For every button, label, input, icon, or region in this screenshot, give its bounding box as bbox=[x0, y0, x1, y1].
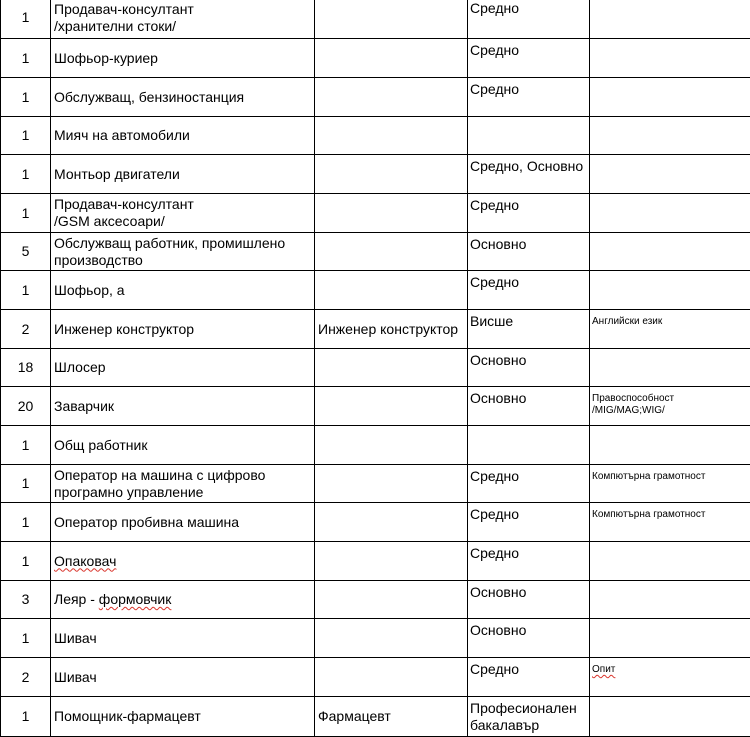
extra-cell bbox=[590, 0, 750, 39]
position-cell bbox=[51, 465, 315, 503]
count-cell: 1 bbox=[1, 503, 51, 542]
count-cell: 1 bbox=[1, 155, 51, 194]
position-cell: Монтьор двигатели bbox=[51, 155, 315, 194]
position-cell: Шивач bbox=[51, 658, 315, 697]
count-cell: 2 bbox=[1, 658, 51, 697]
count-cell: 1 bbox=[1, 426, 51, 465]
count-cell: 1 bbox=[1, 194, 51, 233]
table-row bbox=[1, 155, 750, 194]
table-row bbox=[1, 78, 750, 117]
extra-cell bbox=[590, 117, 750, 155]
education-cell: Висше bbox=[468, 310, 590, 349]
profession-cell bbox=[315, 117, 468, 155]
profession-cell bbox=[315, 619, 468, 658]
profession-cell bbox=[315, 503, 468, 542]
profession-cell bbox=[315, 194, 468, 233]
position-cell bbox=[51, 233, 315, 271]
extra-cell bbox=[590, 78, 750, 117]
position-text: Леяр - формовчик bbox=[54, 591, 171, 607]
position-cell: Инженер конструктор bbox=[51, 310, 315, 349]
table-row bbox=[1, 581, 750, 619]
table-row bbox=[1, 271, 750, 310]
table-row bbox=[1, 503, 750, 542]
extra-cell bbox=[590, 271, 750, 310]
profession-cell bbox=[315, 233, 468, 271]
count-cell: 1 bbox=[1, 619, 51, 658]
table-row bbox=[1, 349, 750, 387]
profession-cell bbox=[315, 581, 468, 619]
position-cell bbox=[51, 194, 315, 233]
education-cell bbox=[468, 697, 590, 737]
position-text: Обслужващ работник, промишлено производство bbox=[54, 235, 314, 269]
extra-cell bbox=[590, 426, 750, 465]
table-row bbox=[1, 697, 750, 737]
count-cell: 1 bbox=[1, 271, 51, 310]
profession-cell bbox=[315, 39, 468, 78]
extra-cell bbox=[590, 349, 750, 387]
education-cell: Средно bbox=[468, 271, 590, 310]
profession-cell bbox=[315, 542, 468, 581]
table-row bbox=[1, 39, 750, 78]
extra-cell bbox=[590, 542, 750, 581]
extra-cell bbox=[590, 387, 750, 426]
education-cell: Средно bbox=[468, 542, 590, 581]
table-row bbox=[1, 117, 750, 155]
table-row bbox=[1, 387, 750, 426]
table-row bbox=[1, 619, 750, 658]
profession-cell bbox=[315, 658, 468, 697]
education-cell: Основно bbox=[468, 387, 590, 426]
profession-cell bbox=[315, 349, 468, 387]
position-cell: Помощник-фармацевт bbox=[51, 697, 315, 737]
position-cell: Обслужващ, бензиностанция bbox=[51, 78, 315, 117]
position-cell: Заварчик bbox=[51, 387, 315, 426]
education-cell: Средно bbox=[468, 78, 590, 117]
extra-text: Правоспособност /MIG/MAG;WIG/ bbox=[592, 393, 750, 417]
extra-cell: Компютърна грамотност bbox=[590, 503, 750, 542]
table-row bbox=[1, 465, 750, 503]
profession-cell: Фармацевт bbox=[315, 697, 468, 737]
position-text: Опаковач bbox=[54, 553, 116, 569]
education-cell: Средно bbox=[468, 658, 590, 697]
position-cell: Шофьор-куриер bbox=[51, 39, 315, 78]
extra-cell: Компютърна грамотност bbox=[590, 465, 750, 503]
education-cell: Средно bbox=[468, 194, 590, 233]
extra-cell bbox=[590, 697, 750, 737]
education-cell: Основно bbox=[468, 349, 590, 387]
count-cell: 1 bbox=[1, 542, 51, 581]
profession-cell bbox=[315, 426, 468, 465]
position-text: Продавач-консултант /хранителни стоки/ bbox=[54, 1, 314, 35]
education-cell: Основно bbox=[468, 233, 590, 271]
table-row bbox=[1, 426, 750, 465]
education-cell bbox=[468, 426, 590, 465]
education-cell: Основно bbox=[468, 581, 590, 619]
profession-cell bbox=[315, 465, 468, 503]
position-cell bbox=[51, 0, 315, 39]
count-cell: 3 bbox=[1, 581, 51, 619]
count-cell: 18 bbox=[1, 349, 51, 387]
extra-cell bbox=[590, 619, 750, 658]
count-cell: 1 bbox=[1, 697, 51, 737]
position-cell bbox=[51, 542, 315, 581]
profession-cell bbox=[315, 271, 468, 310]
extra-cell bbox=[590, 233, 750, 271]
position-cell: Мияч на автомобили bbox=[51, 117, 315, 155]
education-cell: Средно, Основно bbox=[468, 155, 590, 194]
count-cell: 1 bbox=[1, 39, 51, 78]
position-cell: Оператор пробивна машина bbox=[51, 503, 315, 542]
profession-cell: Инженер конструктор bbox=[315, 310, 468, 349]
profession-cell bbox=[315, 155, 468, 194]
count-cell: 1 bbox=[1, 117, 51, 155]
table-row bbox=[1, 658, 750, 697]
education-cell: Средно bbox=[468, 503, 590, 542]
extra-cell bbox=[590, 658, 750, 697]
count-cell: 1 bbox=[1, 0, 51, 39]
table-row bbox=[1, 233, 750, 271]
table-row bbox=[1, 0, 750, 39]
extra-cell bbox=[590, 194, 750, 233]
position-text: Продавач-консултант /GSM аксесоари/ bbox=[54, 196, 314, 230]
extra-text: Опит bbox=[592, 664, 615, 675]
profession-cell bbox=[315, 78, 468, 117]
education-cell: Средно bbox=[468, 465, 590, 503]
profession-cell bbox=[315, 387, 468, 426]
extra-cell: Английски език bbox=[590, 310, 750, 349]
table-row bbox=[1, 542, 750, 581]
count-cell: 5 bbox=[1, 233, 51, 271]
table-row bbox=[1, 194, 750, 233]
table-row bbox=[1, 310, 750, 349]
education-cell: Основно bbox=[468, 619, 590, 658]
position-cell bbox=[51, 581, 315, 619]
position-cell: Шлосер bbox=[51, 349, 315, 387]
count-cell: 1 bbox=[1, 465, 51, 503]
extra-cell bbox=[590, 155, 750, 194]
education-text: Професионален бакалавър bbox=[470, 700, 589, 734]
misspelled-word: формовчик bbox=[99, 591, 172, 607]
position-cell: Шивач bbox=[51, 619, 315, 658]
extra-cell bbox=[590, 39, 750, 78]
position-text: Оператор на машина с цифрово програмно управление bbox=[54, 467, 314, 501]
count-cell: 1 bbox=[1, 78, 51, 117]
position-cell: Шофьор, а bbox=[51, 271, 315, 310]
count-cell: 2 bbox=[1, 310, 51, 349]
profession-cell bbox=[315, 0, 468, 39]
education-cell: Средно bbox=[468, 39, 590, 78]
count-cell: 20 bbox=[1, 387, 51, 426]
position-cell: Общ работник bbox=[51, 426, 315, 465]
extra-cell bbox=[590, 581, 750, 619]
education-cell: Средно bbox=[468, 0, 590, 39]
education-cell bbox=[468, 117, 590, 155]
